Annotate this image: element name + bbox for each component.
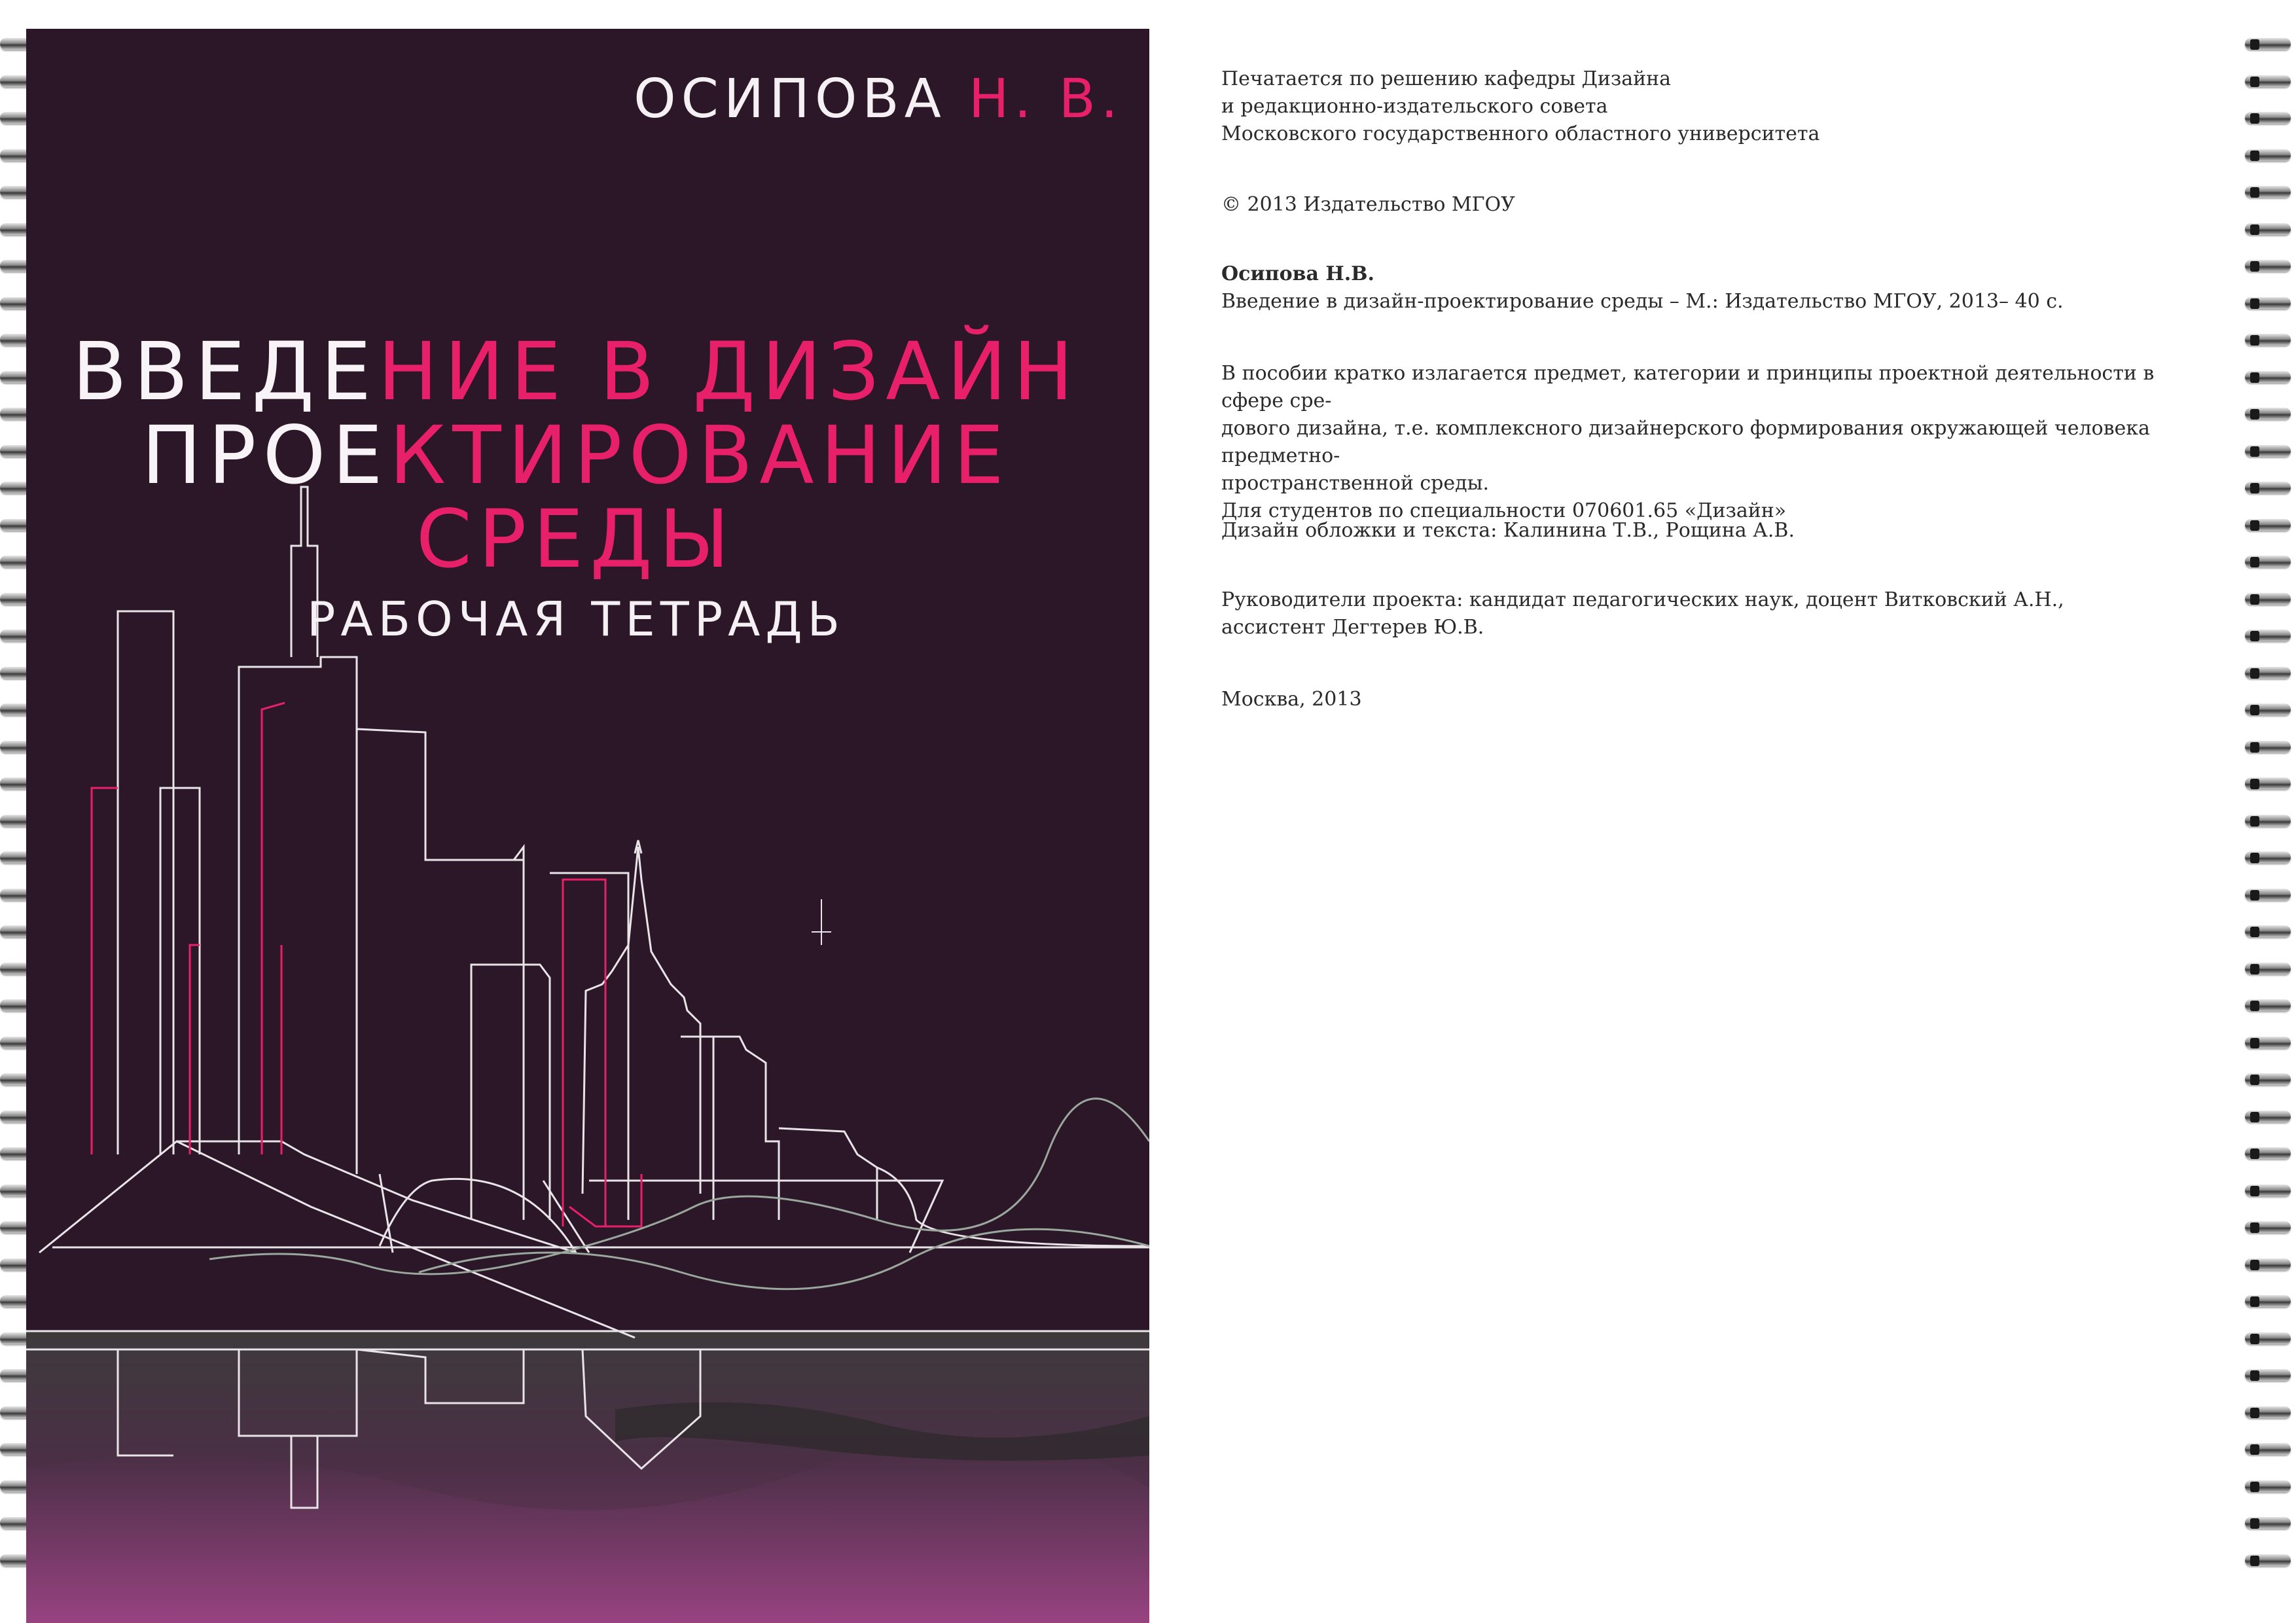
spiral-ring [2238, 772, 2296, 798]
city-skyline-illustration [26, 29, 1149, 1623]
spiral-ring [2238, 1216, 2296, 1242]
copyright-text: © 2013 Издательство МГОУ [1221, 193, 1515, 216]
spiral-ring [2238, 144, 2296, 170]
spiral-binding-right [2238, 33, 2296, 1603]
spiral-ring [2238, 107, 2296, 133]
spiral-ring [2238, 1253, 2296, 1279]
spiral-ring [2238, 366, 2296, 392]
approval-note [1221, 65, 2203, 148]
spiral-ring [2238, 698, 2296, 724]
record-citation: Введение в дизайн-проектирование среды – М.: Издательство МГОУ, 2013– 40 с. [1221, 290, 2064, 313]
title-line-3 [65, 493, 1086, 586]
place-year-text: Москва, 2013 [1221, 688, 1362, 711]
book-cover [26, 29, 1149, 1623]
design-credit-text: Дизайн обложки и текста: Калинина Т.В., Рощина А.В. [1221, 519, 1795, 542]
spiral-ring [2238, 255, 2296, 281]
spiral-ring [2238, 1068, 2296, 1094]
spiral-ring [2238, 588, 2296, 614]
spiral-ring [2238, 550, 2296, 577]
spiral-ring [2238, 1031, 2296, 1058]
supervisors-line: Руководители проекта: кандидат педагогических наук, доцент Витковский А.Н., [1221, 588, 2064, 611]
spiral-ring [2238, 1290, 2296, 1316]
spiral-ring [2238, 70, 2296, 96]
spiral-ring [2238, 181, 2296, 207]
title-line-2-pink: КТИРОВАНИЕ [389, 409, 1011, 502]
approval-line: Печатается по решению кафедры Дизайна [1221, 67, 1672, 90]
approval-line: Московского государственного областного университета [1221, 122, 1820, 145]
project-supervisors [1221, 586, 2203, 641]
spiral-ring [2238, 1364, 2296, 1390]
spiral-ring [2238, 1142, 2296, 1168]
cover-subtitle: РАБОЧАЯ ТЕТРАДЬ [306, 592, 846, 647]
approval-line: и редакционно-издательского совета [1221, 95, 1608, 118]
cover-title [65, 325, 1086, 586]
spiral-ring [2238, 218, 2296, 244]
spiral-ring [2238, 33, 2296, 59]
spiral-ring [2238, 440, 2296, 466]
spiral-ring [2238, 1401, 2296, 1427]
spiral-ring [2238, 1438, 2296, 1464]
spiral-ring [2238, 624, 2296, 651]
title-line-1 [65, 325, 1086, 418]
spiral-ring [2238, 736, 2296, 762]
title-line-2 [65, 409, 1086, 502]
title-line-1-pink: НИЕ В ДИЗАЙН [378, 325, 1080, 418]
spiral-ring [2238, 476, 2296, 503]
copyright-note [1221, 191, 2203, 219]
spiral-ring [2238, 662, 2296, 688]
title-line-3-pink: СРЕДЫ [416, 493, 736, 586]
abstract-line: В пособии кратко излагается предмет, категории и принципы проектной деятельности в сфере сре- [1221, 362, 2155, 412]
spiral-ring [2238, 292, 2296, 318]
spiral-ring [2238, 1327, 2296, 1353]
spiral-ring [2238, 920, 2296, 946]
spiral-ring [2238, 1549, 2296, 1575]
place-year [1221, 686, 2203, 713]
spiral-ring [2238, 957, 2296, 984]
supervisors-line: ассистент Дегтерев Ю.В. [1221, 616, 1484, 639]
spiral-ring [2238, 329, 2296, 355]
imprint-page [1158, 0, 2238, 1623]
spiral-ring [2238, 514, 2296, 540]
author-initials: Н. В. [968, 68, 1123, 130]
spiral-ring [2238, 1512, 2296, 1538]
author-surname: ОСИПОВА [634, 68, 946, 130]
abstract-line: дового дизайна, т.е. комплексного дизайнерского формирования окружающей человека предметно- [1221, 417, 2150, 467]
spiral-ring [2238, 883, 2296, 910]
spiral-ring [2238, 994, 2296, 1020]
spiral-ring [2238, 810, 2296, 836]
title-line-1-white: ВВЕДЕ [72, 325, 378, 418]
record-author: Осипова Н.В. [1221, 262, 1374, 285]
title-line-2-white: ПРОЕ [141, 409, 389, 502]
spiral-ring [2238, 402, 2296, 429]
spiral-ring [2238, 1475, 2296, 1501]
cover-author [272, 68, 1123, 130]
abstract [1221, 360, 2203, 525]
spiral-ring [2238, 1105, 2296, 1132]
spiral-ring [2238, 846, 2296, 872]
abstract-line: пространственной среды. [1221, 472, 1490, 495]
spiral-ring [2238, 1179, 2296, 1205]
bibliographic-record [1221, 260, 2203, 315]
design-credit [1221, 517, 2203, 544]
abstract-line: Для студентов по специальности 070601.65 «Дизайн» [1221, 499, 1787, 522]
